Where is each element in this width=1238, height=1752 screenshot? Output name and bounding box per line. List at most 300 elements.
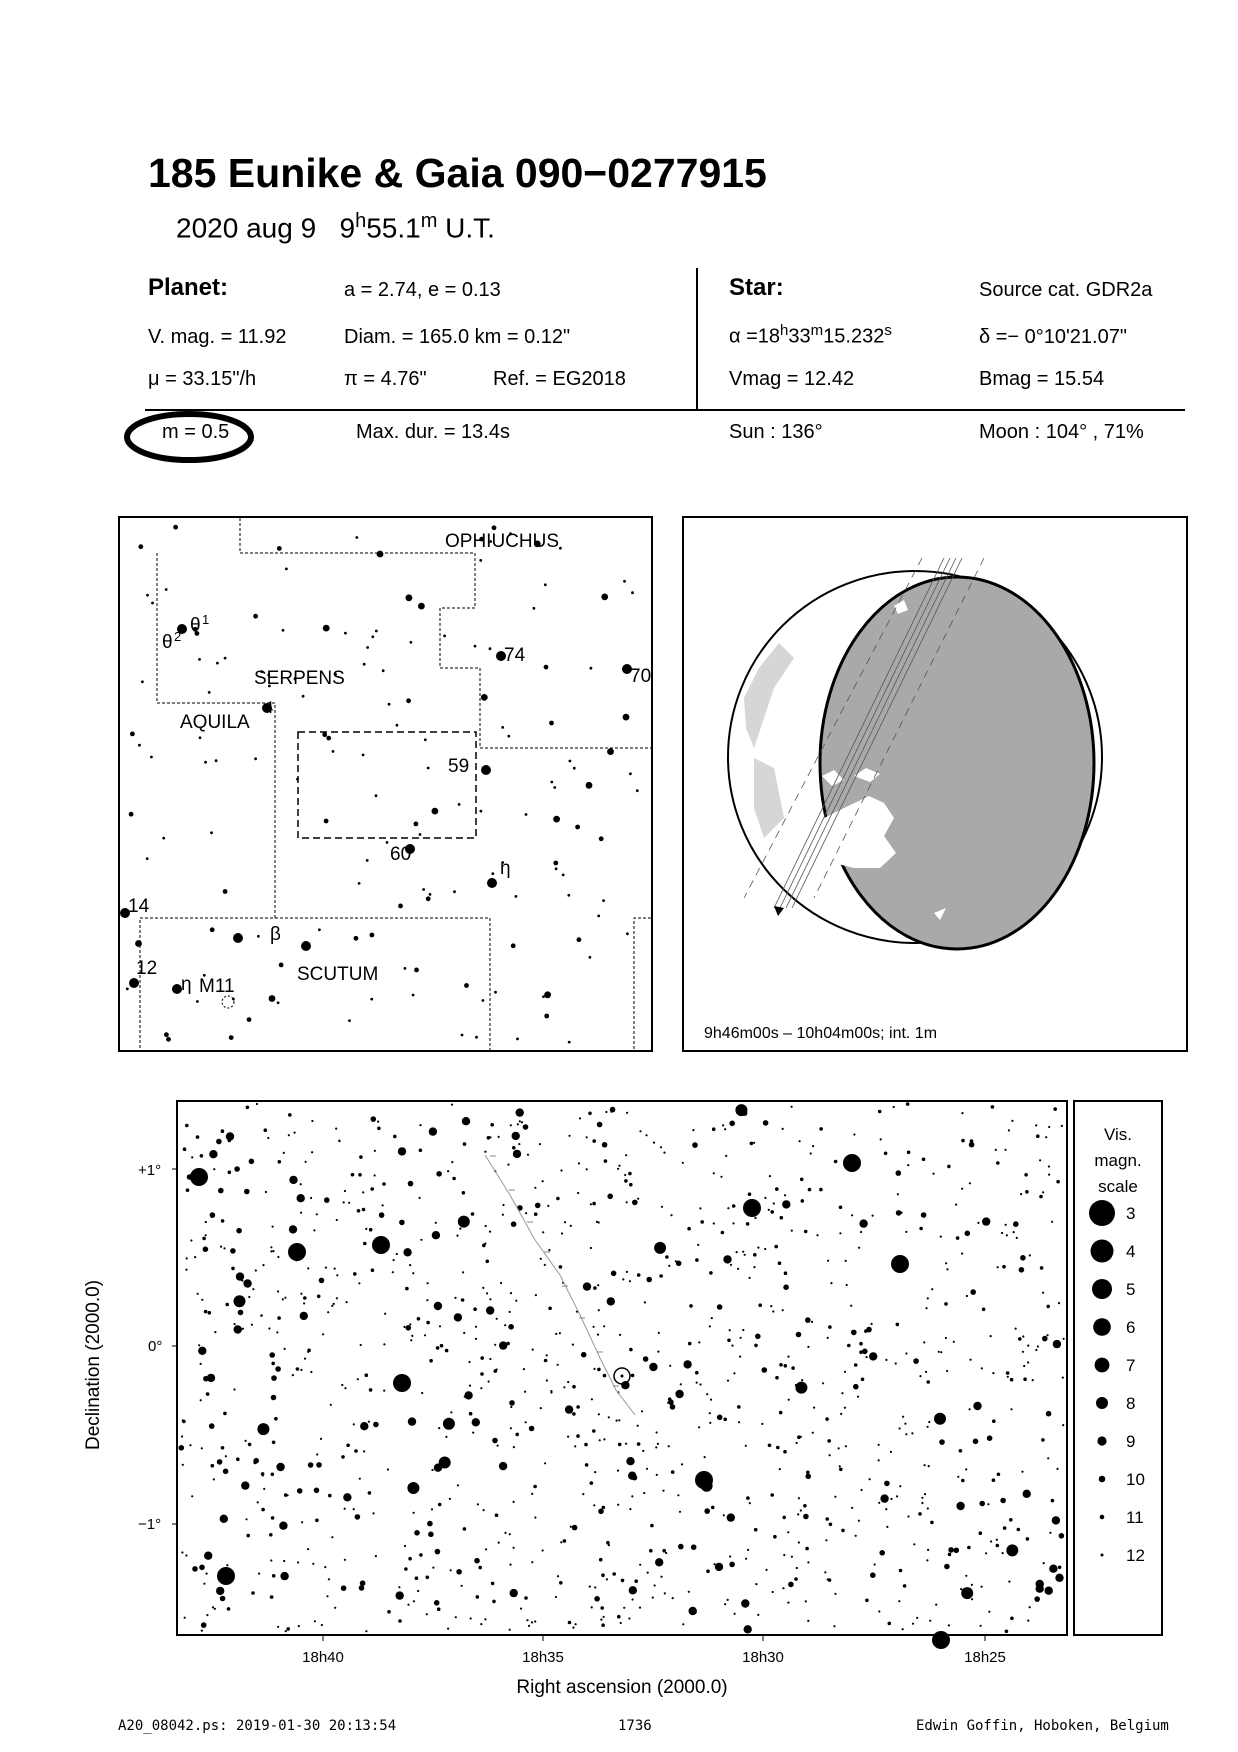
field-star [382, 1182, 386, 1186]
field-star [1005, 1224, 1007, 1226]
field-star [535, 1203, 541, 1209]
field-star [838, 1447, 840, 1449]
field-star [297, 1194, 305, 1202]
field-star [650, 1524, 654, 1528]
field-star [355, 1514, 361, 1520]
field-star [534, 1187, 536, 1189]
field-star [592, 1429, 596, 1433]
field-star [1000, 1498, 1006, 1504]
field-star [1051, 1499, 1055, 1503]
field-star [251, 1591, 255, 1595]
field-star [841, 1529, 845, 1533]
field-star [717, 1415, 723, 1421]
field-star [981, 1586, 983, 1588]
field-star [940, 1351, 942, 1353]
field-star [780, 1216, 784, 1220]
field-star [847, 1344, 851, 1348]
field-star [206, 1614, 208, 1616]
field-star [1058, 1302, 1060, 1304]
field-star [601, 1623, 605, 1627]
finder-star [199, 736, 202, 739]
field-star [515, 1433, 519, 1437]
field-star [675, 1260, 677, 1262]
field-star [678, 1544, 684, 1550]
scale-title-3: scale [1098, 1177, 1138, 1196]
field-star [1047, 1457, 1049, 1459]
field-star [754, 1528, 758, 1532]
field-star [744, 1254, 746, 1256]
named-star [233, 933, 243, 943]
field-star [274, 1417, 278, 1421]
field-star [649, 1363, 657, 1371]
field-star [368, 1491, 372, 1495]
field-star [755, 1334, 761, 1340]
scale-label: 6 [1126, 1318, 1136, 1337]
field-star [858, 1247, 860, 1249]
field-star [899, 1427, 901, 1429]
field-star [646, 1468, 648, 1470]
field-star [659, 1274, 663, 1278]
field-star [862, 1349, 868, 1355]
field-star [246, 1534, 250, 1538]
field-star [300, 1212, 302, 1214]
field-star [311, 1120, 313, 1122]
field-star [844, 1371, 846, 1373]
field-star [346, 1444, 350, 1448]
star-ra-min: 33 [788, 325, 811, 348]
field-star [572, 1627, 574, 1629]
field-star [1027, 1361, 1029, 1363]
field-star [550, 1391, 552, 1393]
field-star [223, 1412, 227, 1416]
field-star [276, 1463, 284, 1471]
field-star [758, 1303, 762, 1307]
field-star [480, 1387, 482, 1389]
field-star [544, 1462, 546, 1464]
ra-h-unit: h [780, 322, 789, 339]
finder-star [375, 794, 378, 797]
field-star [748, 1192, 752, 1196]
field-star [927, 1507, 929, 1509]
finder-star [348, 1019, 351, 1022]
field-star [854, 1363, 858, 1367]
field-star [244, 1189, 250, 1195]
field-star [623, 1607, 625, 1609]
field-star [375, 1555, 377, 1557]
field-star [723, 1255, 731, 1263]
field-star [245, 1518, 247, 1520]
field-star [747, 1549, 749, 1551]
field-star [263, 1488, 265, 1490]
field-star [358, 1282, 360, 1284]
field-star [1029, 1254, 1031, 1256]
field-star [626, 1201, 628, 1203]
label-60: 60 [390, 844, 412, 865]
xtick-1840: 18h40 [302, 1649, 344, 1666]
finder-star [424, 738, 427, 741]
field-star [410, 1339, 412, 1341]
field-star [788, 1399, 790, 1401]
field-star [472, 1418, 480, 1426]
field-star [225, 1455, 227, 1457]
field-star [246, 1106, 250, 1110]
field-star [1011, 1120, 1013, 1122]
field-star [512, 1401, 514, 1403]
field-star [560, 1169, 562, 1171]
finder-star [568, 1041, 571, 1044]
planet-orbit: a = 2.74, e = 0.13 [344, 279, 501, 301]
field-star [351, 1173, 355, 1177]
field-star [591, 1398, 593, 1400]
field-star [928, 1421, 930, 1423]
field-star [584, 1443, 588, 1447]
field-star [383, 1343, 385, 1345]
finder-star [138, 544, 143, 549]
bright-star [891, 1255, 909, 1273]
field-star [359, 1478, 361, 1480]
finder-star [575, 825, 580, 830]
field-star [567, 1381, 569, 1383]
label-eta-aql: η [181, 974, 192, 995]
field-star [899, 1569, 903, 1573]
field-star [185, 1269, 187, 1271]
star-ra [729, 322, 892, 349]
field-star [1062, 1424, 1064, 1426]
field-star [426, 1613, 428, 1615]
field-star [1051, 1221, 1053, 1223]
field-star [300, 1183, 302, 1185]
event-hour: 9 [339, 212, 356, 244]
field-star [513, 1501, 515, 1503]
field-star [415, 1576, 419, 1580]
field-star [796, 1332, 802, 1338]
field-star [1024, 1173, 1028, 1177]
field-star [782, 1516, 786, 1520]
finder-star [279, 963, 284, 968]
field-star [596, 1221, 598, 1223]
field-star [1048, 1165, 1050, 1167]
field-star [372, 1512, 374, 1514]
field-star [270, 1595, 274, 1599]
label-12: 12 [136, 958, 158, 979]
finder-star [589, 956, 592, 959]
field-star [217, 1459, 223, 1465]
field-star [953, 1341, 955, 1343]
field-star [662, 1490, 664, 1492]
field-star [317, 1295, 321, 1299]
field-star [822, 1382, 824, 1384]
field-star [939, 1439, 945, 1445]
field-star [534, 1212, 538, 1216]
field-star [598, 1309, 600, 1311]
field-star [637, 1425, 639, 1427]
field-star [303, 1296, 307, 1300]
scale-label: 12 [1126, 1546, 1145, 1565]
field-star [330, 1404, 332, 1406]
field-star [328, 1578, 330, 1580]
field-star [990, 1335, 992, 1337]
scale-dot [1095, 1358, 1110, 1373]
field-star [311, 1151, 313, 1153]
scale-label: 9 [1126, 1432, 1136, 1451]
field-star [520, 1608, 522, 1610]
field-star [510, 1124, 512, 1126]
field-star [413, 1512, 415, 1514]
planet-vmag: V. mag. = 11.92 [148, 326, 287, 348]
field-star [1036, 1134, 1040, 1138]
field-star [540, 1258, 542, 1260]
field-star [795, 1382, 807, 1394]
field-star [662, 1549, 666, 1553]
field-star [671, 1470, 675, 1474]
field-star [668, 1445, 670, 1447]
field-star [969, 1408, 971, 1410]
field-star [1049, 1565, 1057, 1573]
field-star [927, 1297, 929, 1299]
field-star [547, 1205, 549, 1207]
field-star [548, 1249, 550, 1251]
field-star [834, 1593, 836, 1595]
field-star [371, 1116, 377, 1122]
xtick-1825: 18h25 [964, 1649, 1006, 1666]
field-star [907, 1164, 909, 1166]
field-star [656, 1474, 658, 1476]
field-star [810, 1152, 812, 1154]
field-star [699, 1207, 701, 1209]
field-star [417, 1590, 419, 1592]
field-star [794, 1577, 798, 1581]
field-star [300, 1369, 302, 1371]
field-star [343, 1493, 351, 1501]
field-star [764, 1197, 766, 1199]
field-star [691, 1544, 697, 1550]
field-star [227, 1607, 231, 1611]
field-star [348, 1202, 350, 1204]
finder-star [443, 635, 446, 638]
field-star [624, 1174, 626, 1176]
field-star [255, 1269, 257, 1271]
field-star [572, 1525, 578, 1531]
field-star [753, 1253, 757, 1257]
field-star [629, 1508, 631, 1510]
field-star [279, 1522, 287, 1530]
field-star [496, 1318, 498, 1320]
field-star [774, 1245, 778, 1249]
field-star [206, 1573, 208, 1575]
field-star [396, 1253, 398, 1255]
field-star [956, 1236, 960, 1240]
field-star [665, 1255, 669, 1259]
field-star [770, 1305, 772, 1307]
field-star [398, 1147, 406, 1155]
field-star [409, 1323, 411, 1325]
star-vmag: Vmag = 12.42 [729, 368, 855, 390]
field-star [784, 1194, 786, 1196]
field-star [593, 1326, 595, 1328]
field-star [712, 1127, 716, 1131]
field-star [1042, 1191, 1044, 1193]
field-star [555, 1596, 557, 1598]
field-star [324, 1197, 330, 1203]
field-star [289, 1225, 297, 1233]
field-star [924, 1464, 926, 1466]
field-star [652, 1597, 654, 1599]
field-star [344, 1387, 346, 1389]
xtick-1835: 18h35 [522, 1649, 564, 1666]
field-star [828, 1578, 832, 1582]
field-star [1005, 1630, 1009, 1634]
field-star [268, 1327, 270, 1329]
field-star [629, 1348, 633, 1352]
finder-star [322, 732, 327, 737]
field-star [213, 1478, 215, 1480]
field-star [621, 1381, 629, 1389]
field-star [252, 1288, 254, 1290]
scale-dot [1089, 1200, 1115, 1226]
field-star [463, 1142, 467, 1146]
field-star [753, 1266, 755, 1268]
finder-star [480, 810, 483, 813]
event-date: 2020 aug 9 [176, 212, 317, 244]
field-star [251, 1324, 253, 1326]
finder-star [553, 786, 556, 789]
field-star [600, 1619, 602, 1621]
scale-dot [1091, 1240, 1114, 1263]
finder-star [247, 1017, 252, 1022]
finder-star [406, 698, 411, 703]
field-star [333, 1303, 335, 1305]
field-star [432, 1231, 440, 1239]
field-star [557, 1364, 559, 1366]
field-star [426, 1321, 430, 1325]
field-star [316, 1453, 318, 1455]
finder-star [318, 928, 321, 931]
field-star [902, 1628, 904, 1630]
field-star [548, 1307, 552, 1311]
field-star [1063, 1338, 1065, 1340]
field-star [421, 1392, 423, 1394]
field-star [643, 1356, 649, 1362]
field-star [518, 1143, 520, 1145]
field-star [267, 1137, 269, 1139]
field-star [480, 1372, 484, 1376]
field-star [574, 1445, 576, 1447]
field-star [1027, 1620, 1029, 1622]
field-star [369, 1388, 373, 1392]
field-star [214, 1608, 216, 1610]
field-star [387, 1468, 389, 1470]
field-star [474, 1558, 480, 1564]
field-star [784, 1271, 788, 1275]
field-star [819, 1127, 823, 1131]
field-star [696, 1382, 698, 1384]
field-star [403, 1248, 411, 1256]
finder-star [464, 983, 469, 988]
bright-star [288, 1243, 306, 1261]
field-star [336, 1297, 338, 1299]
field-star [519, 1120, 521, 1122]
field-star [787, 1531, 789, 1533]
field-star [1056, 1468, 1058, 1470]
field-star [618, 1443, 622, 1447]
field-star [320, 1438, 322, 1440]
field-star [1045, 1587, 1053, 1595]
field-star [611, 1271, 617, 1277]
field-star [498, 1542, 500, 1544]
field-star [879, 1550, 885, 1556]
field-star [531, 1561, 533, 1563]
field-star [1045, 1136, 1047, 1138]
field-star [440, 1344, 444, 1348]
field-star [509, 1564, 511, 1566]
field-star [296, 1367, 300, 1371]
finder-star [479, 559, 482, 562]
field-star [1048, 1126, 1050, 1128]
field-star [851, 1507, 853, 1509]
field-star [773, 1535, 777, 1539]
label-59: 59 [448, 756, 470, 777]
ytick-plus1: +1° [138, 1162, 162, 1179]
field-star [608, 1544, 610, 1546]
field-star [979, 1501, 985, 1507]
field-star [265, 1191, 267, 1193]
field-star [383, 1390, 385, 1392]
field-star [495, 1513, 499, 1517]
field-star [482, 1287, 484, 1289]
finder-star [422, 888, 425, 891]
field-star [203, 1583, 205, 1585]
field-star [853, 1133, 855, 1135]
field-star [1041, 1438, 1045, 1442]
field-star [960, 1588, 962, 1590]
field-star [724, 1603, 726, 1605]
field-star [844, 1407, 846, 1409]
field-star [513, 1547, 515, 1549]
field-star [450, 1569, 452, 1571]
field-star [360, 1422, 368, 1430]
field-star [1055, 1574, 1063, 1582]
field-star [925, 1371, 927, 1373]
field-star [779, 1411, 783, 1415]
field-star [1020, 1255, 1026, 1261]
finder-star [623, 580, 626, 583]
field-star [739, 1356, 741, 1358]
finder-star [414, 822, 419, 827]
field-star [825, 1417, 829, 1421]
finder-star [332, 750, 335, 753]
footer-file: A20_08042.ps: 2019-01-30 20:13:54 [118, 1718, 397, 1734]
field-star [749, 1277, 751, 1279]
field-star [335, 1128, 337, 1130]
field-star [713, 1563, 715, 1565]
field-star [709, 1271, 713, 1275]
field-star [796, 1442, 798, 1444]
field-star [725, 1155, 727, 1157]
ra-s-unit: s [884, 322, 892, 339]
finder-star [269, 995, 276, 1002]
field-star [384, 1313, 386, 1315]
field-star [182, 1420, 186, 1424]
field-star [866, 1356, 868, 1358]
field-star [597, 1122, 603, 1128]
finder-star [396, 724, 399, 727]
scale-dot [1092, 1279, 1112, 1299]
footer-author: Edwin Goffin, Hoboken, Belgium [916, 1718, 1169, 1734]
field-star [610, 1111, 612, 1113]
field-star [1013, 1221, 1019, 1227]
field-star [261, 1508, 265, 1512]
field-star [845, 1445, 847, 1447]
